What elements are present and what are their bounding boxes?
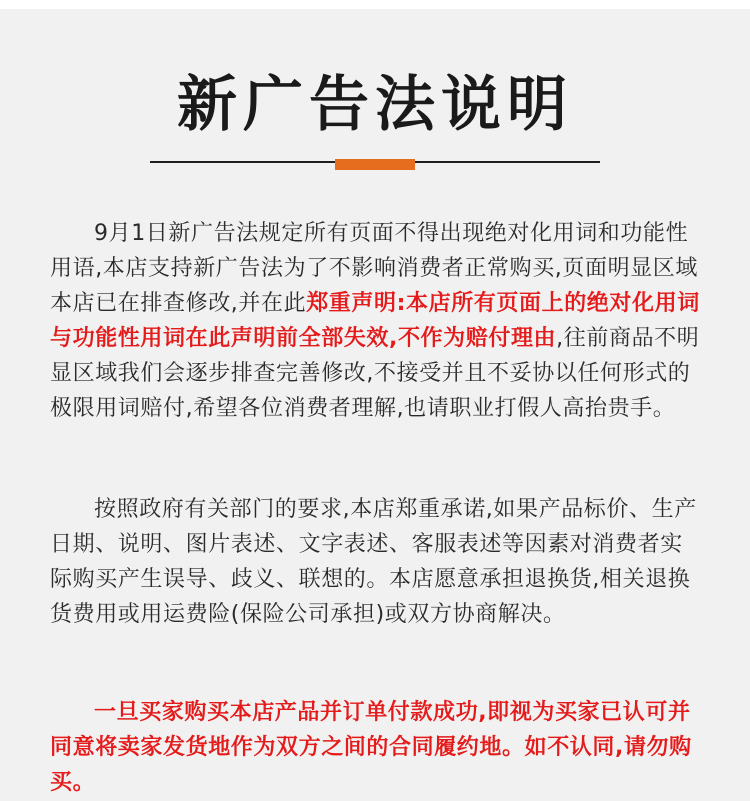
notice-paragraph-1 bbox=[50, 216, 705, 426]
paragraph-1-text-start: 9月1日新广告法规定所有页面不得出现绝对化用词和功能性用语,本店支持新广告法为了不影响消费者正常购买,页面明显区域本店已在排查修改,并在此 bbox=[50, 221, 698, 316]
notice-paragraph-3: 一旦买家购买本店产品并订单付款成功,即视为买家已认可并同意将卖家发货地作为双方之间的合同履约地。如不认同,请勿购买。 bbox=[50, 700, 692, 795]
paragraph-1-text-end: ,往前商品不明显区域我们会逐步排查完善修改,不接受并且不妥协以任何形式的极限用词赔付,希望各位消费者理解,也请职业打假人高抬贵手。 bbox=[50, 326, 700, 421]
page-title: 新广告法说明 bbox=[177, 70, 573, 140]
paragraph-1-highlight: 郑重声明:本店所有页面上的绝对化用词与功能性用词在此声明前全部失效,不作为赔付理由 bbox=[50, 291, 700, 351]
notice-paragraph-2: 按照政府有关部门的要求,本店郑重承诺,如果产品标价、生产日期、说明、图片表述、文字表述、客服表述等因素对消费者实际购买产生误导、歧义、联想的。本店愿意承担退换货,相关退换货费用或用运费险(保险公司承担)或双方协商解决。 bbox=[50, 497, 697, 627]
title-divider-accent bbox=[335, 159, 415, 170]
